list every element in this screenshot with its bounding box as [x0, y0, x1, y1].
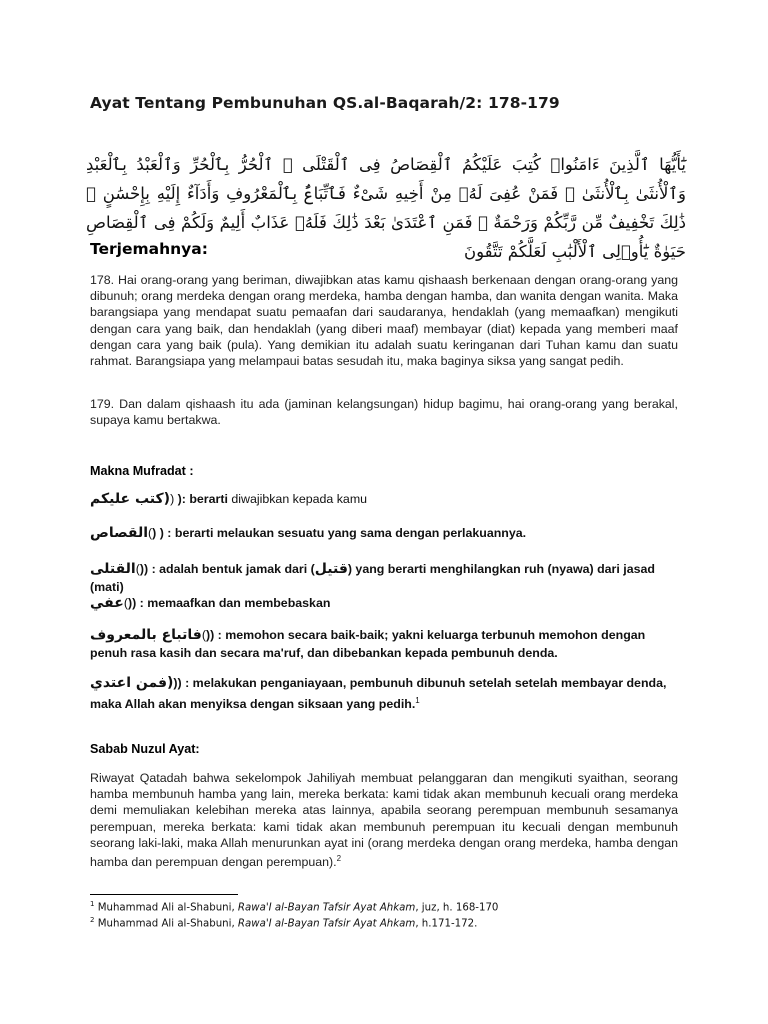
vocabulary-arabic-term: (كتب عليكم — [90, 491, 171, 507]
vocabulary-item — [90, 524, 680, 542]
vocabulary-arabic-term: القصاص — [90, 525, 149, 541]
footnote — [90, 900, 498, 913]
translation-verse-178: 178. Hai orang-orang yang beriman, diwajibkan atas kamu qishaash berkenaan dengan orang-orang yang dibunuh; orang merdeka dengan orang merdeka, hamba dengan hamba, dan wanita dengan wanita. Maka barangsiapa yang mendapat suatu pemaafan dari saudaranya, hendaklah (yang memaafkan) mengikuti dengan cara yang baik, dan hendaklah (yang diberi maaf) membayar (diat) kepada yang memberi maaf dengan cara yang baik (pula). Yang demikian itu adalah suatu keringanan dari Tuhan kamu dan suatu rahmat. Barangsiapa yang melampaui batas sesudah itu, maka baginya siksa yang sangat pedih. — [90, 273, 678, 369]
footnote-separator — [90, 894, 238, 895]
vocabulary-heading: Makna Mufradat : — [90, 464, 194, 478]
vocabulary-bracket: ( — [148, 526, 153, 540]
arabic-verse: يَٰٓأَيُّهَا ٱلَّذِينَ ءَامَنُوا۟ كُتِبَ عَلَيْكُمُ ٱلْقِصَاصُ فِى ٱلْقَتْلَى ۖ ٱلْحُرُّ بِٱلْحُرِّ وَٱلْعَبْدُ بِٱلْعَبْدِ وَٱلْأُنثَىٰ بِٱلْأُنثَىٰ ۚ فَمَنْ عُفِىَ لَهُۥ مِنْ أَخِيهِ شَىْءٌ فَٱتِّبَاعٌۢ بِٱلْمَعْرُوفِ وَأَدَآءٌ إِلَيْهِ بِإِحْسَٰنٍ ۗ ذَٰلِكَ تَخْفِيفٌ مِّن رَّبِّكُمْ وَرَحْمَةٌ ۗ فَمَنِ ٱعْتَدَىٰ بَعْدَ ذَٰلِكَ فَلَهُۥ عَذَابٌ أَلِيمٌ وَلَكُمْ فِى ٱلْقِصَاصِ حَيَوٰةٌ يَٰٓأُو۟لِى ٱلْأَلْبَٰبِ لَعَلَّكُمْ تَتَّقُونَ — [86, 155, 686, 261]
footnote-pages: , juz, h. 168-170 — [415, 902, 499, 914]
vocabulary-definition: )) : memaafkan dan membebaskan — [127, 596, 331, 610]
vocabulary-definition: )) : memohon secara baik-baik; yakni keluarga terbunuh memohon dengan penuh rasa kasih dan secara ma'ruf, dan dibebankan kepada pembunuh denda. — [90, 628, 646, 660]
sabab-nuzul-heading: Sabab Nuzul Ayat: — [90, 742, 200, 756]
vocabulary-item — [90, 674, 680, 713]
vocabulary-definition: )) : adalah bentuk jamak dari ( — [139, 562, 315, 576]
footnote-ref: 2 — [336, 854, 342, 864]
vocabulary-arabic-term: القتلى — [90, 561, 136, 577]
footnote-book-title: Rawa'I al-Bayan Tafsir Ayat Ahkam — [237, 918, 416, 930]
vocabulary-bracket: ) — [170, 492, 178, 506]
footnote-number: 1 — [90, 900, 95, 908]
vocabulary-definition: ) ) : berarti melaukan sesuatu yang sama dengan perlakuannya. — [152, 526, 527, 540]
vocabulary-definition: )) : melakukan penganiayaan, pembunuh dibunuh setelah setelah membayar denda, maka Allah akan menyiksa dengan siksaan yang pedih. — [90, 676, 667, 712]
sabab-nuzul-text — [90, 770, 678, 870]
vocabulary-item — [90, 626, 680, 662]
vocabulary-item — [90, 594, 680, 612]
vocabulary-arabic-term: فاتباع بالمعروف — [90, 627, 202, 643]
vocabulary-bracket: ( — [201, 628, 206, 642]
footnote-number: 2 — [90, 916, 95, 924]
vocabulary-arabic-term-2: قتيل — [314, 561, 348, 577]
footnote-ref: 1 — [415, 696, 420, 705]
vocabulary-bracket: ( — [123, 596, 128, 610]
translation-heading: Terjemahnya: — [90, 240, 208, 258]
footnote-book-title: Rawa'I al-Bayan Tafsir Ayat Ahkam — [237, 902, 416, 914]
vocabulary-arabic-term: عفي — [90, 595, 124, 611]
vocabulary-definition-2: ) yang berarti menghilangkan ruh (nyawa) dari jasad (mati) — [90, 562, 655, 594]
vocabulary-definition-rest: diwajibkan kepada kamu — [227, 492, 368, 506]
vocabulary-item — [90, 490, 680, 508]
vocabulary-definition: ): berarti — [177, 492, 228, 506]
footnote-author: Muhammad Ali al-Shabuni, — [94, 902, 238, 914]
vocabulary-item — [90, 560, 680, 596]
sabab-nuzul-body: Riwayat Qatadah bahwa sekelompok Jahiliyah membuat pelanggaran dan mengikuti syaithan, seorang hamba membunuh hamba yang lain, mereka berkata: kami tidak akan membunuh kecuali orang merdeka demi memuliakan kelebihan mereka atas lainnya, apabila seorang perempuan membunuh sesamanya perempuan, mereka berkata: kami tidak akan membunuh perempuan itu kecuali dengan membunuh seorang laki-laki, maka Allah menurunkan ayat ini (orang merdeka dengan orang merdeka, hamba dengan hamba dan perempuan dengan perempuan). — [90, 771, 678, 870]
footnote-author: Muhammad Ali al-Shabuni, — [94, 918, 238, 930]
vocabulary-arabic-term: (فمن اعتدي — [90, 675, 174, 691]
page-title: Ayat Tentang Pembunuhan QS.al-Baqarah/2: 178-179 — [90, 94, 560, 112]
translation-verse-179: 179. Dan dalam qishaash itu ada (jaminan kelangsungan) hidup bagimu, hai orang-orang yang berakal, supaya kamu bertakwa. — [90, 397, 678, 428]
vocabulary-bracket: ( — [135, 562, 140, 576]
footnote — [90, 916, 477, 929]
footnote-pages: , h.171-172. — [415, 918, 478, 930]
